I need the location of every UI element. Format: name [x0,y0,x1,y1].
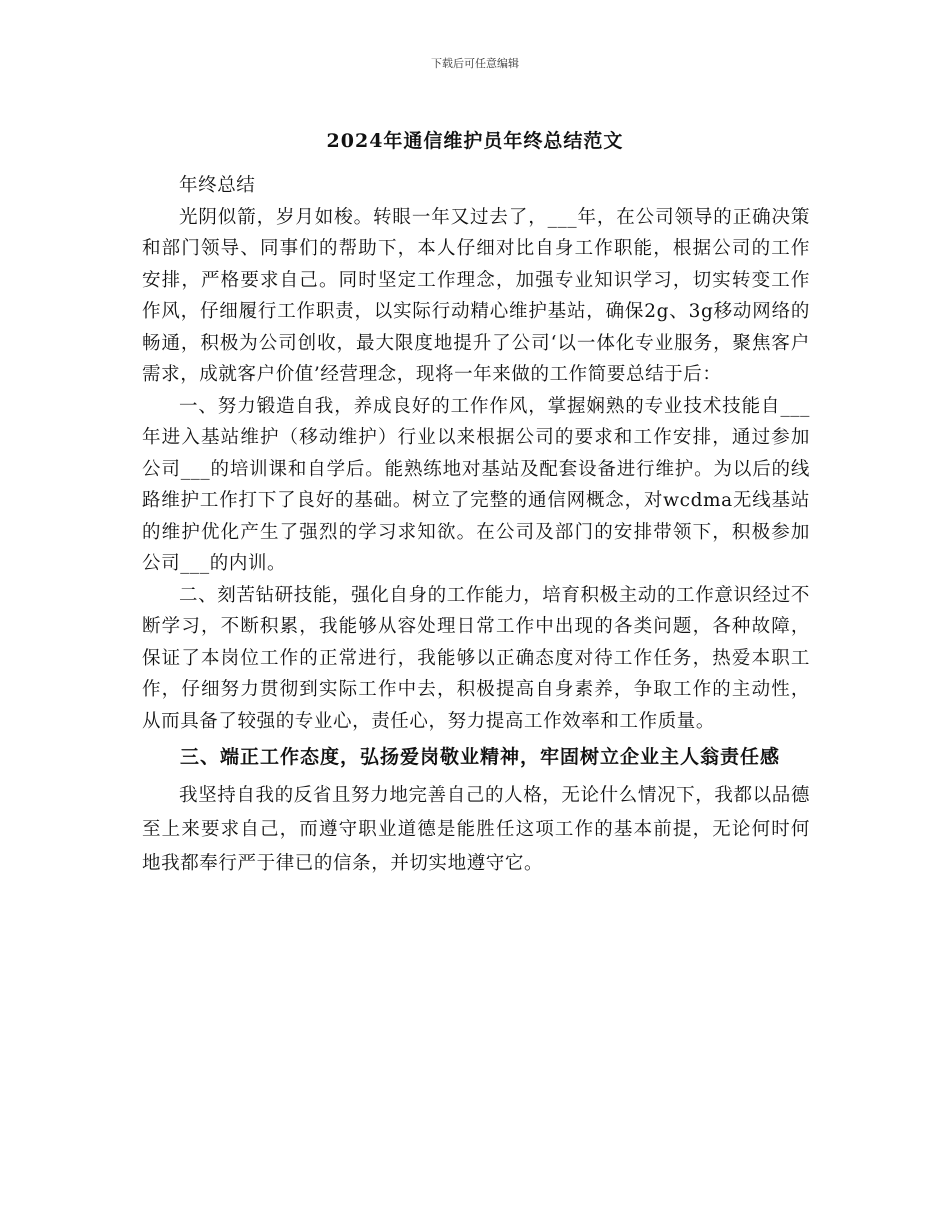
paragraph-section-3: 我坚持自我的反省且努力地完善自己的人格，无论什么情况下，我都以品德至上来要求自己，而遵守职业道德是能胜任这项工作的基本前提，无论何时何地我都奉行严于律已的信条，并切实地遵守它。 [142,785,810,874]
paragraph-section-2: 二、刻苦钻研技能，强化自身的工作能力，培育积极主动的工作意识经过不断学习，不断积累，我能够从容处理日常工作中出现的各类问题，各种故障，保证了本岗位工作的正常进行，我能够以正确态度对待工作任务，热爱本职工作，仔细努力贯彻到实际工作中去，积极提高自身素养，争取工作的主动性，从而具备了较强的专业心，责任心，努力提高工作效率和工作质量。 [142,584,810,732]
paragraph-section-1: 一、努力锻造自我，养成良好的工作作风，掌握娴熟的专业技术技能自___年进入基站维护（移动维护）行业以来根据公司的要求和工作安排，通过参加公司___的培训课和自学后。能熟练地对基站及配套设备进行维护。为以后的线路维护工作打下了良好的基础。树立了完整的通信网概念，对wcdma无线基站的维护优化产生了强烈的学习求知欲。在公司及部门的安排带领下，积极参加公司___的内训。 [142,395,810,574]
section-heading-3: 三、端正工作态度，弘扬爱岗敬业精神，牢固树立企业主人翁责任感 [180,746,781,768]
document-body [142,170,810,881]
paragraph-subtitle: 年终总结 [179,175,256,196]
header-note: 下载后可任意编辑 [431,57,519,70]
page-title: 2024年通信维护员年终总结范文 [326,130,624,152]
paragraph-intro: 光阴似箭，岁月如梭。转眼一年又过去了，___年，在公司领导的正确决策和部门领导、同事们的帮助下，本人仔细对比自身工作职能，根据公司的工作安排，严格要求自己。同时坚定工作理念，加强专业知识学习，切实转变工作作风，仔细履行工作职责，以实际行动精心维护基站，确保2g、3g移动网络的畅通，积极为公司创收，最大限度地提升了公司‘以一体化专业服务，聚焦客户需求，成就客户价值’经营理念，现将一年来做的工作简要总结于后： [142,206,810,385]
